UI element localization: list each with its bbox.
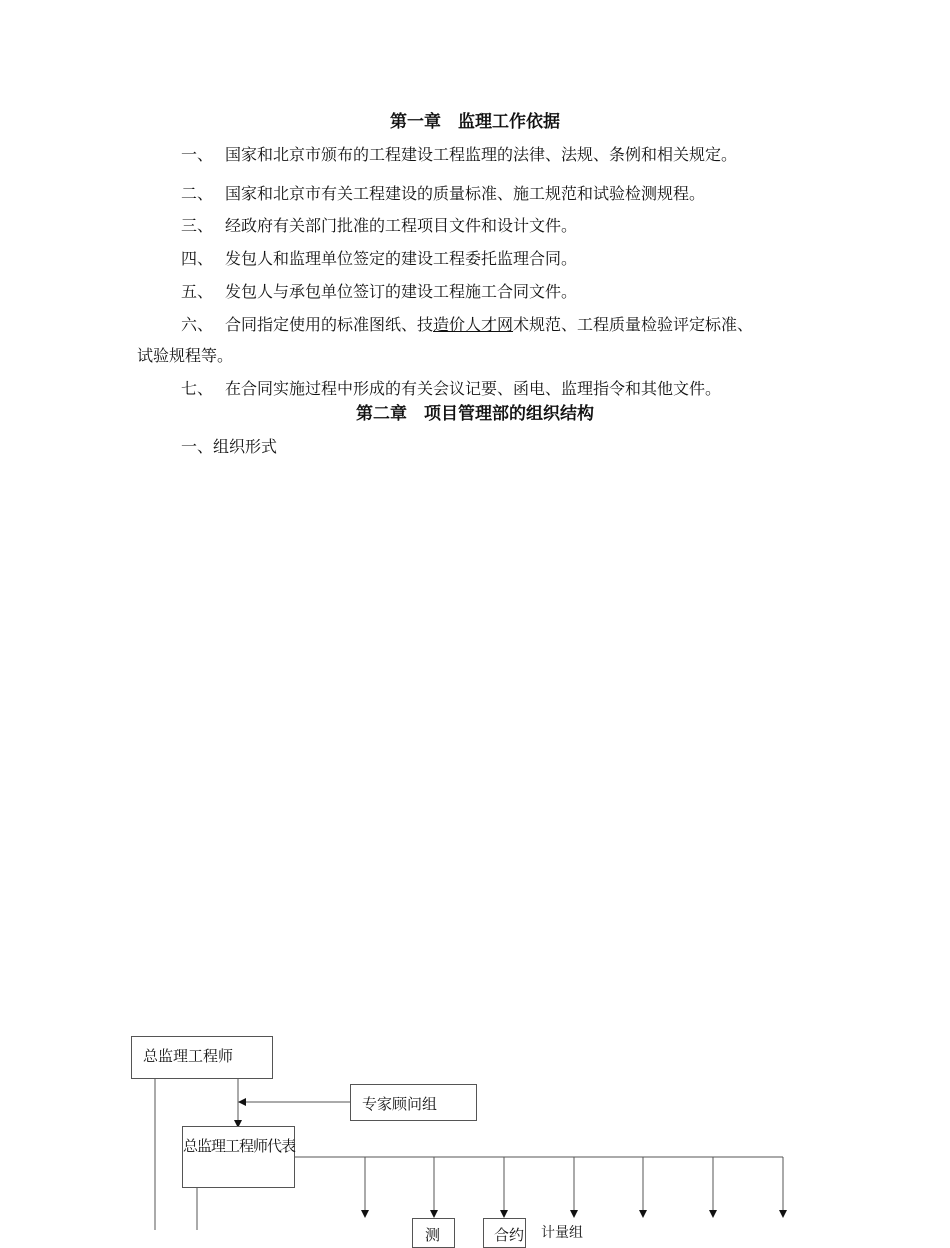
branch-label-partial-3: 计量组 [541, 1225, 583, 1241]
item-number: 五、 [181, 282, 214, 301]
chapter2-section-1: 一、组织形式 [181, 437, 278, 456]
item-number: 四、 [181, 249, 214, 268]
chief-engineer-box [131, 1036, 273, 1079]
item-number: 二、 [181, 184, 214, 203]
expert-group-box [350, 1084, 477, 1121]
item-text: 合同指定使用的标准图纸、技 [225, 315, 434, 334]
item-text: 发包人和监理单位签定的建设工程委托监理合同。 [225, 249, 578, 268]
item-text-continued: 术规范、工程质量检验评定标准、 [513, 315, 754, 334]
item-text: 在合同实施过程中形成的有关会议记要、函电、监理指令和其他文件。 [225, 379, 722, 398]
item-text: 国家和北京市颁布的工程建设工程监理的法律、法规、条例和相关规定。 [225, 145, 738, 164]
chapter1-item-6-wrap: 试验规程等。 [137, 346, 234, 365]
deputy-engineer-label: 总监理工程师代表 [183, 1137, 296, 1155]
chapter2-title: 第二章 项目管理部的组织结构 [356, 404, 594, 424]
branch-box-partial-2 [483, 1218, 526, 1248]
item-number: 六、 [181, 315, 214, 334]
branch-label: 测 [425, 1226, 441, 1244]
item-number: 七、 [181, 379, 214, 398]
item-text: 经政府有关部门批准的工程项目文件和设计文件。 [225, 216, 578, 235]
item-text: 国家和北京市有关工程建设的质量标准、施工规范和试验检测规程。 [225, 184, 706, 203]
expert-group-label: 专家顾问组 [362, 1095, 438, 1113]
chapter1-title: 第一章 监理工作依据 [390, 112, 560, 132]
site-link[interactable]: 造价人才网 [433, 315, 514, 334]
item-text: 发包人与承包单位签订的建设工程施工合同文件。 [225, 282, 578, 301]
branch-label: 合约 [494, 1226, 525, 1244]
item-number: 一、 [181, 145, 214, 164]
branch-box-partial-1 [412, 1218, 455, 1248]
deputy-engineer-box [182, 1126, 295, 1188]
chief-engineer-label: 总监理工程师 [143, 1047, 234, 1065]
item-number: 三、 [181, 216, 214, 235]
